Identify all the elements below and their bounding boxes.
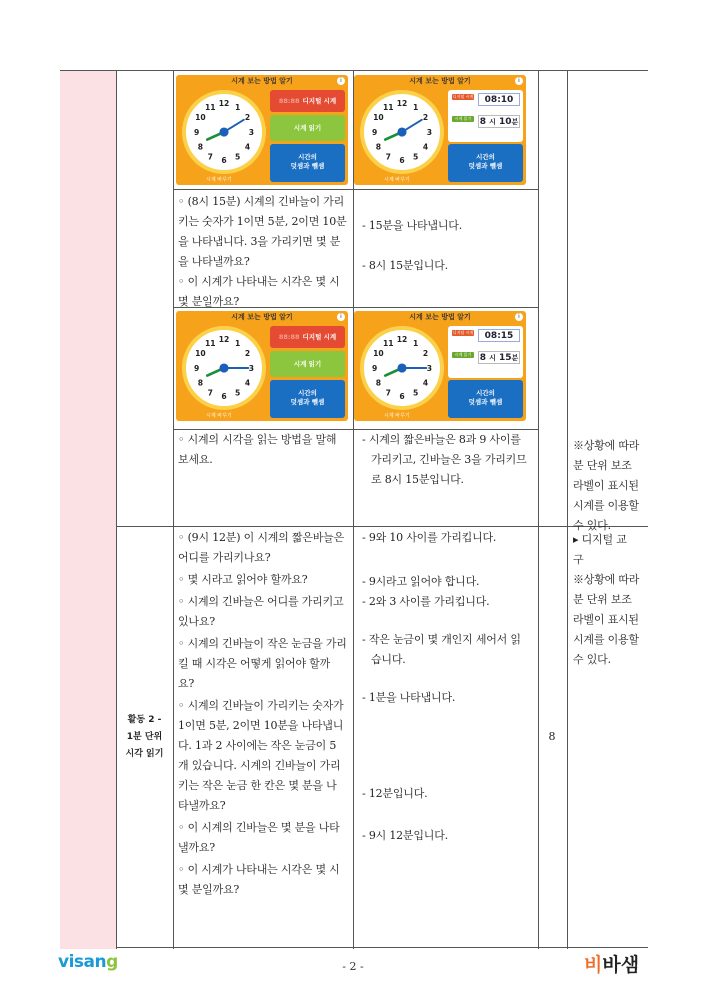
time-calc-button[interactable]: 시간의 덧셈과 뺄셈 (448, 380, 523, 418)
svg-text:2: 2 (422, 348, 429, 358)
svg-text:12: 12 (396, 99, 408, 109)
svg-text:8: 8 (197, 378, 204, 388)
time-calc-button[interactable]: 시간의 덧셈과 뺄셈 (448, 144, 523, 182)
svg-text:3: 3 (248, 364, 255, 374)
change-clock-link[interactable]: 시계 바꾸기 (384, 413, 410, 419)
question-cell-3: ◦ (9시 12분) 이 시계의 짧은바늘은 어디를 가리키나요? ◦ 몇 시라고 읽어야 할까요? ◦ 시계의 긴바늘은 어디를 가리키고 있나요? ◦ 시계의 긴바늘이 작은 눈금을 가리 킬 때 시각은 어떻게 읽어야 할까 요? ◦ 시계의 긴바늘이 가리키는 숫자가 1이면 5분, 2이면 10분을 나타냅니 다. 1과 2 사이에는 작은 눈금이 5 개 있습니다. 시계의 긴바늘이 가리 키는 작은 눈금 한 칸은 몇 분을 나 타낼까요? ◦ 이 시계의 긴바늘은 몇 분을 나타 낼까요? ◦ 이 시계가 나타내는 시각은 몇 시 몇 분일까요? (178, 531, 347, 896)
time-minutes: 8 (548, 730, 556, 743)
change-clock-link[interactable]: 시계 바꾸기 (206, 177, 232, 183)
svg-text:7: 7 (207, 388, 213, 398)
svg-text:3: 3 (426, 128, 433, 138)
svg-text:8: 8 (375, 142, 382, 152)
svg-text:10: 10 (373, 112, 384, 122)
time-calc-button[interactable]: 시간의 덧셈과 뺄셈 (270, 380, 345, 418)
svg-text:11: 11 (383, 338, 394, 348)
clock-reading-screen (354, 75, 526, 185)
screen-title: 시계 보는 방법 알기 (231, 313, 293, 321)
svg-text:5: 5 (413, 152, 419, 162)
svg-text:9: 9 (371, 364, 378, 374)
svg-text:10: 10 (195, 348, 206, 358)
svg-text:6: 6 (221, 392, 227, 402)
visang-logo: visang (58, 952, 118, 972)
svg-text:2: 2 (422, 112, 429, 122)
svg-text:2: 2 (244, 348, 251, 358)
svg-text:10: 10 (373, 348, 384, 358)
svg-text:6: 6 (399, 156, 405, 166)
screens-row-1 (176, 75, 526, 185)
svg-text:5: 5 (413, 388, 419, 398)
digital-tag: 디지털 시계 (452, 94, 474, 99)
info-icon[interactable]: i (337, 77, 345, 85)
screen-title: 시계 보는 방법 알기 (231, 77, 293, 85)
svg-text:7: 7 (385, 152, 391, 162)
change-clock-link[interactable]: 시계 바꾸기 (206, 413, 232, 419)
svg-text:6: 6 (399, 392, 405, 402)
svg-text:1: 1 (235, 338, 241, 348)
digital-clock-button[interactable]: 88:88 디지털 시계 (270, 90, 345, 112)
clock-face-icon (364, 94, 440, 170)
svg-text:3: 3 (248, 128, 255, 138)
reading-display: 8 시 10분 (479, 117, 519, 127)
analog-clock (360, 90, 444, 174)
answer-cell-3: - 9와 10 사이를 가리킵니다. - 9시라고 읽어야 합니다. - 2와 3 사이를 가리킵니다. - 작은 눈금이 몇 개인지 세어서 읽 습니다. - 1분을 나타냅니다. - 12분입니다. - 9시 12분입니다. (362, 531, 521, 842)
change-clock-link[interactable]: 시계 바꾸기 (384, 177, 410, 183)
svg-text:9: 9 (193, 128, 200, 138)
info-icon[interactable]: i (515, 313, 523, 321)
svg-text:9: 9 (371, 128, 378, 138)
clock-face-icon (364, 330, 440, 406)
svg-text:7: 7 (207, 152, 213, 162)
analog-clock (182, 326, 266, 410)
svg-text:12: 12 (218, 99, 230, 109)
read-tag: 시계 읽기 (452, 352, 474, 358)
analog-clock (182, 90, 266, 174)
screen-title: 시계 보는 방법 알기 (409, 313, 471, 321)
svg-text:5: 5 (235, 388, 241, 398)
svg-text:4: 4 (244, 142, 251, 152)
clock-reading-screen (354, 311, 526, 421)
lcd-dim: 88:88 (278, 97, 300, 105)
svg-text:7: 7 (385, 388, 391, 398)
svg-text:9: 9 (193, 364, 200, 374)
page-number: - 2 - (342, 960, 364, 973)
svg-text:12: 12 (218, 335, 230, 345)
bibasaem-logo: 비바샘 (584, 954, 640, 976)
svg-text:11: 11 (383, 102, 394, 112)
activity-label: 활동 2 - 1분 단위 시각 읽기 (125, 715, 164, 759)
svg-text:4: 4 (422, 142, 429, 152)
svg-text:5: 5 (235, 152, 241, 162)
svg-text:12: 12 (396, 335, 408, 345)
answer-cell-2: - 시계의 짧은바늘은 8과 9 사이를 가리키고, 긴바늘은 3을 가리키므 로 8시 15분입니다. (362, 433, 527, 486)
reading-panel (448, 90, 523, 142)
svg-text:8: 8 (197, 142, 204, 152)
svg-text:10: 10 (195, 112, 206, 122)
time-calc-button[interactable]: 시간의 덧셈과 뺄셈 (270, 144, 345, 182)
question-cell-2: ◦ 시계의 시각을 읽는 방법을 말해 보세요. (178, 433, 337, 466)
note-cell-1: ※상황에 따라 분 단위 보조 라벨이 표시된 시계를 이용할 수 있다. (573, 439, 640, 532)
svg-text:3: 3 (426, 364, 433, 374)
stage-column (60, 71, 117, 949)
lcd-dim: 88:88 (278, 333, 300, 341)
answer-cell-1: - 15분을 나타냅니다. - 8시 15분입니다. (362, 219, 462, 272)
svg-text:1: 1 (413, 102, 419, 112)
digital-clock-button[interactable]: 88:88 디지털 시계 (270, 326, 345, 348)
screen-title: 시계 보는 방법 알기 (409, 77, 471, 85)
read-clock-button[interactable]: 시계 읽기 (270, 351, 345, 377)
reading-panel (448, 326, 523, 378)
reading-display: 8 시 15분 (479, 353, 519, 363)
question-cell-1: ◦ (8시 15분) 시계의 긴바늘이 가리 키는 숫자가 1이면 5분, 2이면 10분 을 나타냅니다. 3을 가리키면 몇 분 을 나타낼까요? ◦ 이 시계가 나타내는 시각은 몇 시 몇 분일까요? (178, 195, 347, 308)
screens-row-2 (176, 311, 526, 421)
svg-text:4: 4 (422, 378, 429, 388)
svg-text:4: 4 (244, 378, 251, 388)
clock-menu-screen (176, 75, 348, 185)
svg-text:11: 11 (205, 102, 216, 112)
note-cell-2: ▸ 디지털 교 구 ※상황에 따라 분 단위 보조 라벨이 표시된 시계를 이용할 수 있다. (573, 533, 640, 666)
svg-text:2: 2 (244, 112, 251, 122)
svg-text:1: 1 (413, 338, 419, 348)
svg-text:6: 6 (221, 156, 227, 166)
digital-display: 08:10 (478, 93, 520, 106)
digital-display: 08:15 (478, 329, 520, 342)
clock-face-icon (186, 94, 262, 170)
svg-text:8: 8 (375, 378, 382, 388)
svg-text:11: 11 (205, 338, 216, 348)
analog-clock (360, 326, 444, 410)
clock-face-icon (186, 330, 262, 406)
clock-menu-screen (176, 311, 348, 421)
info-icon[interactable]: i (337, 313, 345, 321)
info-icon[interactable]: i (515, 77, 523, 85)
read-tag: 시계 읽기 (452, 116, 474, 122)
read-clock-button[interactable]: 시계 읽기 (270, 115, 345, 141)
svg-text:1: 1 (235, 102, 241, 112)
digital-tag: 디지털 시계 (452, 330, 474, 335)
